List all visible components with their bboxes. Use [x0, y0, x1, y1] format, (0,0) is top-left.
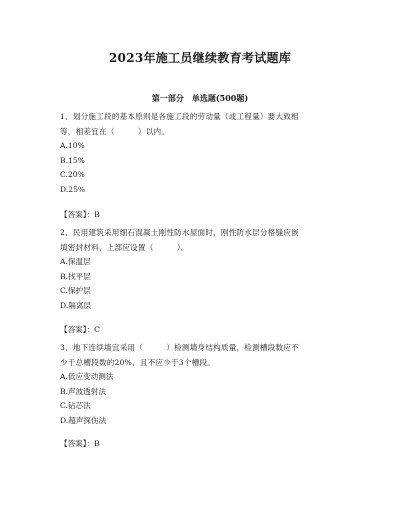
option-b: B.声波透射法	[60, 386, 106, 396]
question-text: 填密封材料，上部应设置（ ）。	[60, 242, 189, 252]
option-a: A.保温层	[60, 257, 91, 267]
question-1	[60, 110, 360, 198]
option-c: C.保护层	[60, 286, 91, 296]
option-c: C.20%	[60, 170, 85, 180]
answer-1: 【答案】：B	[60, 210, 100, 219]
answer-3: 【答案】：B	[60, 439, 100, 448]
question-3	[60, 341, 360, 429]
question-text: 等，相差宜在（ ）以内。	[60, 126, 170, 136]
option-a: A.低应变动测法	[60, 372, 114, 382]
option-d: D.隔离层	[60, 300, 92, 310]
question-text: 2、民用建筑采用细石混凝土刚性防水屋面时，刚性防水层分格缝应嵌	[60, 228, 299, 237]
question-text: 1、划分施工段的基本原则是各施工段的劳动量（或工程量）要大致相	[60, 112, 299, 121]
answer-2: 【答案】：C	[60, 325, 100, 334]
option-b: B.15%	[60, 155, 85, 165]
option-a: A.10%	[60, 141, 85, 151]
option-d: D.超声探伤法	[60, 415, 107, 425]
question-text: 少于总槽段数的20%，且不应少于3个槽段。	[60, 357, 216, 367]
option-c: C.钻芯法	[60, 401, 91, 411]
document-title: 2023年施工员继续教育考试题库	[108, 51, 292, 65]
question-text: 3、地下连续墙宜采用（ ）检测墙身结构质量，检测槽段数应不	[60, 343, 299, 352]
section-title: 第一部分 单选题(500题)	[151, 93, 249, 103]
option-b: B.找平层	[60, 271, 91, 281]
question-2	[60, 226, 360, 314]
option-d: D.25%	[60, 184, 86, 194]
